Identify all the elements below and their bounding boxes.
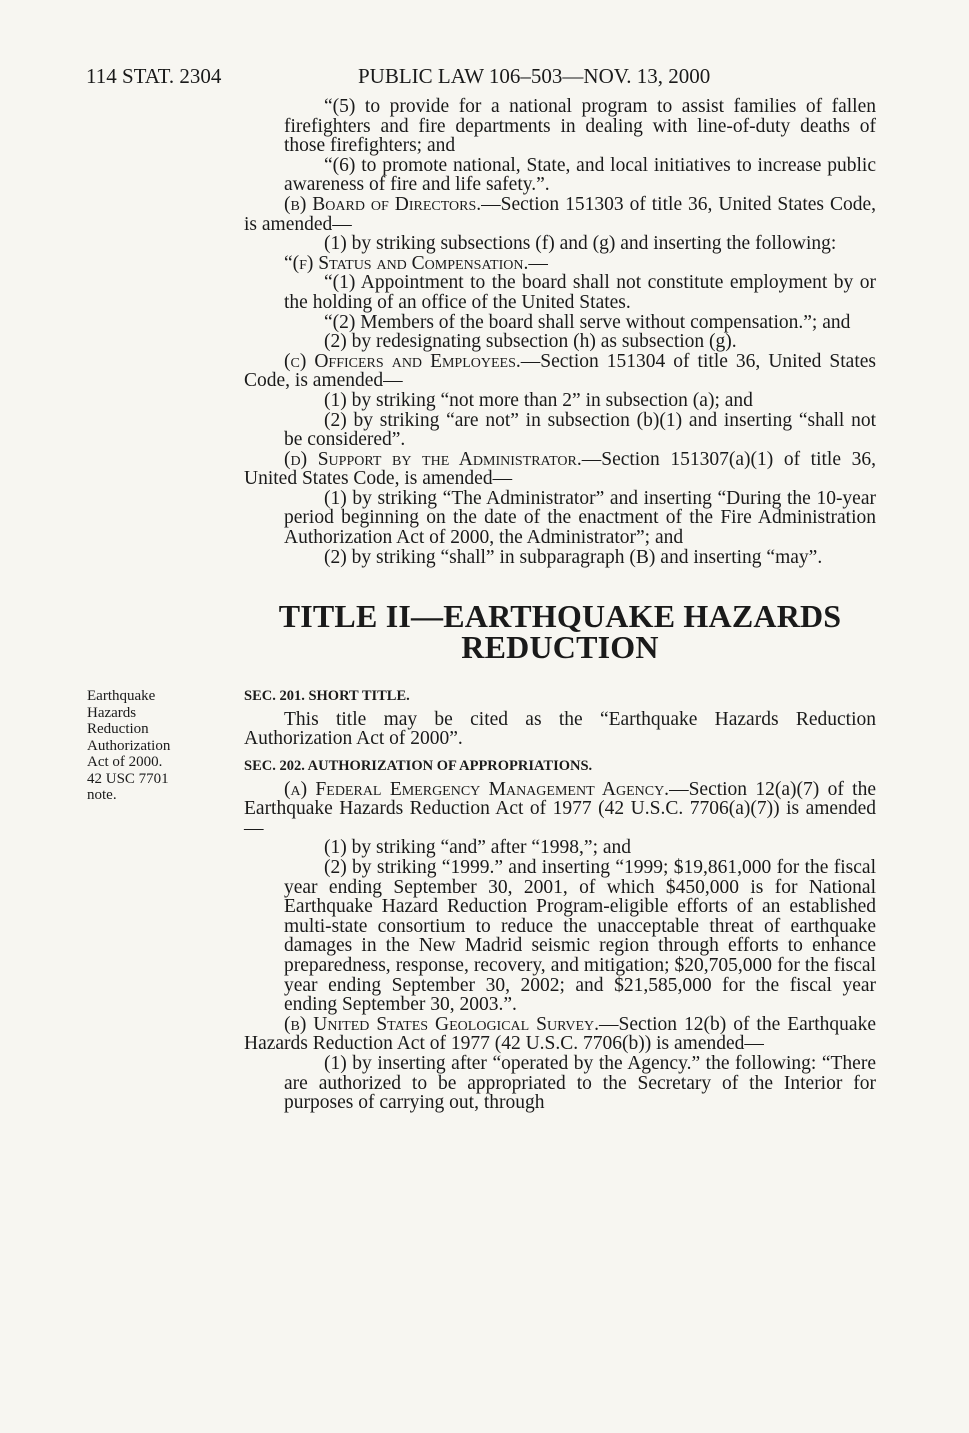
subsection-b-text: —Section 151303 of title 36, United States Code, is amended— (244, 193, 876, 235)
section-202-a-item-1: (1) by striking “and” after “1998,”; and (324, 837, 632, 859)
subsection-b-item-1: (1) by striking subsections (f) and (g) and inserting the following: (324, 233, 837, 255)
section-202-b-heading: (b) United States Geological Survey. (284, 1013, 600, 1035)
subsection-c-heading: (c) Officers and Employees. (284, 350, 521, 372)
margin-note-line: Earthquake (87, 688, 156, 704)
subsection-c (244, 352, 876, 391)
title-line-2: REDUCTION (461, 629, 659, 666)
subsection-b-item-2: (2) by redesignating subsection (h) as subsection (g). (324, 331, 737, 353)
subsection-d-item-2: (2) by striking “shall” in subparagraph (B) and inserting “may”. (324, 546, 823, 568)
title-line-1: TITLE II—EARTHQUAKE HAZARDS (278, 598, 842, 635)
margin-note-line: Hazards (87, 704, 137, 721)
margin-note-line: Reduction (87, 721, 149, 737)
section-202-a-text: —Section 12(a)(7) of the Earthquake Hazards Reduction Act of 1977 (42 U.S.C. 7706(a)(7)) is amended— (244, 778, 876, 839)
section-202-a (244, 780, 876, 839)
margin-note-line: note. (87, 787, 117, 803)
section-201-heading: SEC. 201. SHORT TITLE. (244, 688, 410, 705)
section-201-text: This title may be cited as the “Earthquake Hazards Reduction Authorization Act of 2000”. (244, 708, 876, 750)
section-202-a-item-2: (2) by striking “1999.” and inserting “1999; $19,861,000 for the fiscal year ending September 30, 2001, of which $450,000 is for National Earthquake Hazard Reduction Program-eligible efforts of an established multi-state consortium to reduce the unacceptable threat of earthquake damages in the New Madrid seismic region through efforts to enhance preparedness, response, recovery, and mitigation; $20,705,000 for the fiscal year ending September 30, 2002; and $21,585,000 for the fiscal year ending September 30, 2003.”. (284, 857, 876, 1016)
paragraph-5: “(5) to provide for a national program to assist families of fallen firefighters and fire departments in dealing with line-of-duty deaths of those firefighters; and (284, 96, 876, 157)
margin-note-line: 42 USC 7701 (87, 770, 169, 787)
section-202-heading: SEC. 202. AUTHORIZATION OF APPROPRIATIONS. (244, 758, 593, 775)
subsection-c-item-1: (1) by striking “not more than 2” in subsection (a); and (324, 389, 753, 411)
subsection-d-item-1: (1) by striking “The Administrator” and inserting “During the 10-year period beginning on the date of the enactment of the Fire Administration Authorization Act of 2000, the Administrator”; and (284, 487, 876, 549)
subsection-f-heading (244, 254, 876, 274)
subsection-f-label: “(f) Status and Compensation.— (284, 252, 548, 274)
page-header (86, 64, 876, 90)
stat-reference: 114 STAT. 2304 (86, 64, 222, 88)
subsection-f-item-2: “(2) Members of the board shall serve without compensation.”; and (324, 311, 851, 333)
margin-note-line: Authorization (87, 737, 171, 754)
subsection-c-item-2: (2) by striking “are not” in subsection (b)(1) and inserting “shall not be considered”. (284, 409, 876, 451)
paragraph-6: “(6) to promote national, State, and local initiatives to increase public awareness of fire and life safety.”. (284, 154, 876, 196)
public-law-reference: PUBLIC LAW 106–503—NOV. 13, 2000 (358, 64, 711, 88)
subsection-f-item-1: “(1) Appointment to the board shall not constitute employment by or the holding of an office of the United States. (284, 272, 876, 313)
subsection-d-text: —Section 151307(a)(1) of title 36, United States Code, is amended— (244, 448, 876, 490)
title-heading (244, 598, 876, 666)
section-202-b (244, 1015, 876, 1054)
section-202-b-text: —Section 12(b) of the Earthquake Hazards Reduction Act of 1977 (42 U.S.C. 7706(b)) is amended— (244, 1013, 876, 1055)
margin-note-line: Act of 2000. (87, 754, 163, 770)
section-202-a-heading: (a) Federal Emergency Management Agency. (284, 778, 670, 800)
subsection-d-heading: (d) Support by the Administrator. (284, 448, 582, 470)
subsection-c-text: —Section 151304 of title 36, United States Code, is amended— (244, 350, 876, 392)
margin-note (87, 688, 227, 804)
subsection-b-heading: (b) Board of Directors. (284, 193, 482, 215)
section-202-b-item-1: (1) by inserting after “operated by the Agency.” the following: “There are authorized to be appropriated to the Secretary of the Interior for purposes of carrying out, through (284, 1052, 876, 1114)
subsection-d (244, 450, 876, 489)
subsection-b (244, 195, 876, 234)
main-text-column (244, 97, 876, 1113)
